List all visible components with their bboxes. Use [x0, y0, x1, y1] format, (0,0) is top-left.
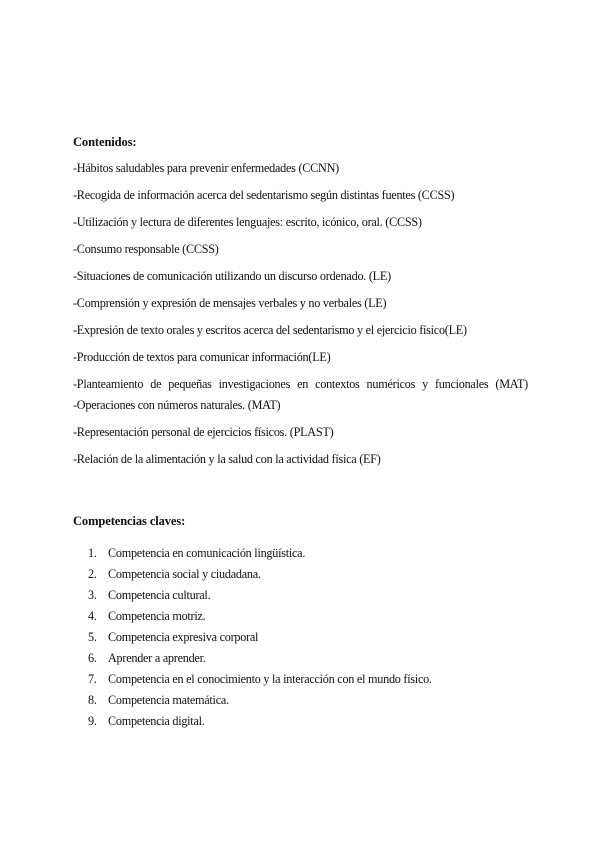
competencia-number: 3.	[88, 588, 97, 602]
competencia-text: Aprender a aprender.	[108, 651, 206, 665]
competencia-text: Competencia matemática.	[108, 693, 229, 707]
competencia-item	[88, 588, 210, 603]
competencia-text: Competencia motriz.	[108, 609, 206, 623]
contenidos-heading: Contenidos:	[73, 135, 137, 149]
competencia-number: 5.	[88, 630, 97, 644]
competencia-number: 8.	[88, 693, 97, 707]
competencia-text: Competencia en comunicación lingüística.	[108, 546, 306, 560]
competencia-number: 9.	[88, 714, 97, 728]
competencia-number: 6.	[88, 651, 97, 665]
competencia-item	[88, 693, 229, 708]
competencia-text: Competencia digital.	[108, 714, 205, 728]
competencia-text: Competencia expresiva corporal	[108, 630, 259, 644]
competencia-item	[88, 672, 432, 687]
competencia-item	[88, 630, 258, 645]
competencia-number: 1.	[88, 546, 97, 560]
competencia-text: Competencia cultural.	[108, 588, 211, 602]
contenido-item: -Operaciones con números naturales. (MAT)	[73, 398, 281, 412]
contenido-item: -Relación de la alimentación y la salud con la actividad física (EF)	[73, 452, 381, 466]
competencia-item	[88, 567, 261, 582]
competencia-number: 7.	[88, 672, 97, 686]
competencia-text: Competencia en el conocimiento y la interacción con el mundo físico.	[108, 672, 432, 686]
contenido-item: -Hábitos saludables para prevenir enfermedades (CCNN)	[73, 161, 339, 175]
competencia-item	[88, 546, 305, 561]
contenido-item: -Consumo responsable (CCSS)	[73, 242, 219, 256]
contenido-item: -Comprensión y expresión de mensajes verbales y no verbales (LE)	[73, 296, 387, 310]
contenido-item: -Recogida de información acerca del sedentarismo según distintas fuentes (CCSS)	[73, 188, 455, 202]
contenido-item: -Situaciones de comunicación utilizando un discurso ordenado. (LE)	[73, 269, 391, 283]
competencia-item	[88, 609, 205, 624]
competencia-item	[88, 651, 206, 666]
contenido-item: -Producción de textos para comunicar información(LE)	[73, 350, 331, 364]
contenido-item: -Planteamiento de pequeñas investigaciones en contextos numéricos y funcionales (MAT)	[73, 377, 528, 391]
competencia-item	[88, 714, 205, 729]
competencias-heading: Competencias claves:	[73, 514, 186, 528]
contenido-item: -Expresión de texto orales y escritos acerca del sedentarismo y el ejercicio físico(LE)	[73, 323, 467, 337]
competencia-number: 4.	[88, 609, 97, 623]
competencia-number: 2.	[88, 567, 97, 581]
contenido-item: -Representación personal de ejercicios físicos. (PLAST)	[73, 425, 334, 439]
competencia-text: Competencia social y ciudadana.	[108, 567, 261, 581]
contenido-item: -Utilización y lectura de diferentes lenguajes: escrito, icónico, oral. (CCSS)	[73, 215, 422, 229]
